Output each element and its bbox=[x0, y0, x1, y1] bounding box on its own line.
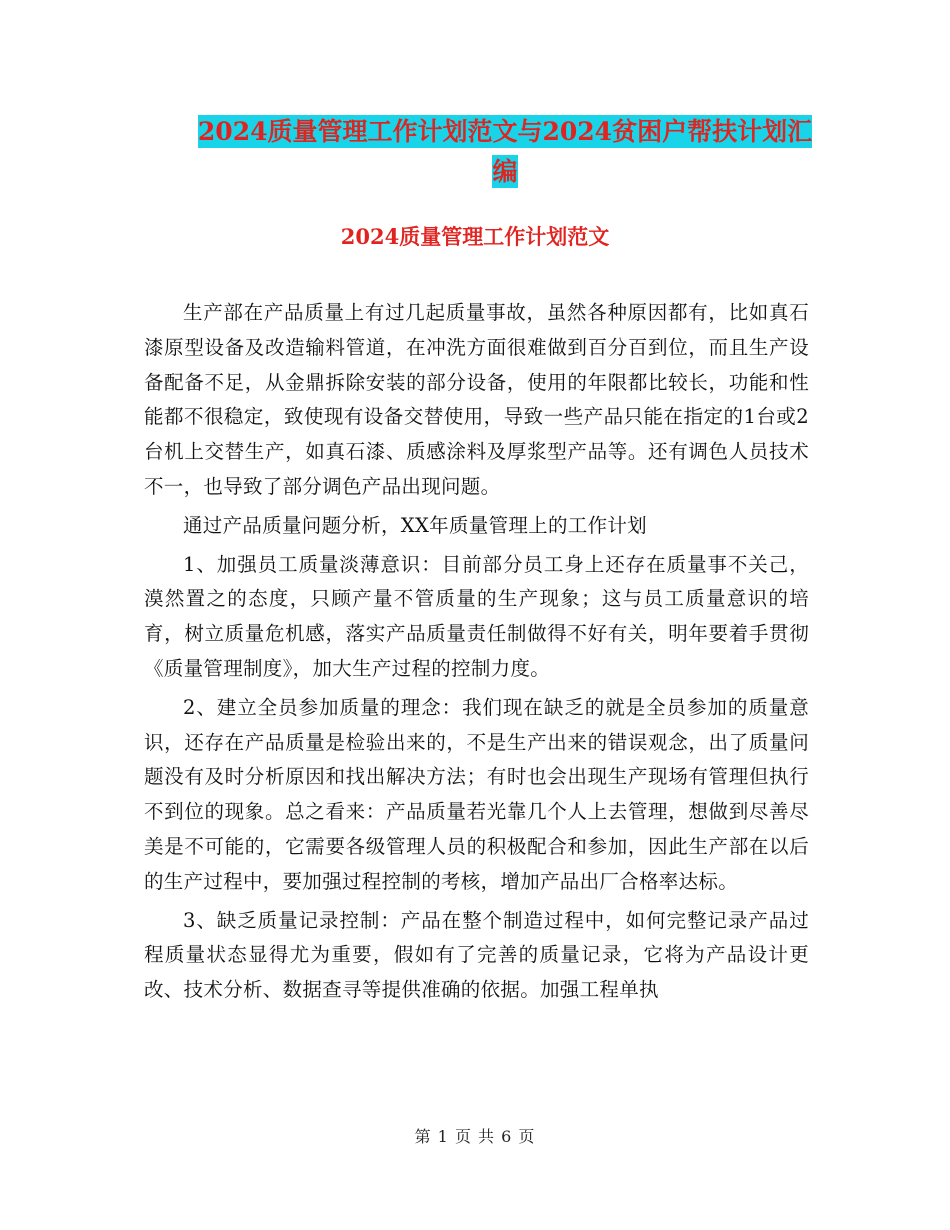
document-title bbox=[185, 112, 825, 192]
page-number-footer: 第 1 页 共 6 页 bbox=[414, 1127, 536, 1146]
document-body bbox=[144, 296, 809, 1012]
section-title: 2024质量管理工作计划范文 bbox=[340, 224, 610, 249]
paragraph-intro: 生产部在产品质量上有过几起质量事故，虽然各种原因都有，比如真石漆原型设备及改造输料管道，在冲洗方面很难做到百分百到位，而且生产设备配备不足，从金鼎拆除安装的部分设备，使用的年限都比较长，功能和性能都不很稳定，致使现有设备交替使用，导致一些产品只能在指定的1台或2台机上交替生产，如真石漆、质感涂料及厚浆型产品等。还有调色人员技术不一，也导致了部分调色产品出现问题。 bbox=[144, 301, 809, 498]
document-title-line-1: 2024质量管理工作计划范文与2024贫困户帮扶计划汇 bbox=[197, 117, 813, 146]
paragraph-item-2: 2、建立全员参加质量的理念：我们现在缺乏的就是全员参加的质量意识，还存在产品质量是检验出来的，不是生产出来的错误观念，出了质量问题没有及时分析原因和找出解决方法；有时也会出现生产现场有管理但执行不到位的现象。总之看来：产品质量若光靠几个人上去管理，想做到尽善尽美是不可能的，它需要各级管理人员的积极配合和参加，因此生产部在以后的生产过程中，要加强过程控制的考核，增加产品出厂合格率达标。 bbox=[144, 695, 809, 893]
paragraph-item-3: 3、缺乏质量记录控制：产品在整个制造过程中，如何完整记录产品过程质量状态显得尤为重要，假如有了完善的质量记录，它将为产品设计更改、技术分析、数据查寻等提供准确的依据。加强工程单执 bbox=[144, 908, 809, 1002]
paragraph-analysis: 通过产品质量问题分析，XX年质量管理上的工作计划 bbox=[183, 513, 647, 537]
paragraph-item-1: 1、加强员工质量淡薄意识：目前部分员工身上还存在质量事不关己，漠然置之的态度，只顾产量不管质量的生产现象；这与员工质量意识的培育，树立质量危机感，落实产品质量责任制做得不好有关，明年要着手贯彻《质量管理制度》，加大生产过程的控制力度。 bbox=[144, 552, 809, 680]
document-title-line-2: 编 bbox=[492, 157, 518, 186]
